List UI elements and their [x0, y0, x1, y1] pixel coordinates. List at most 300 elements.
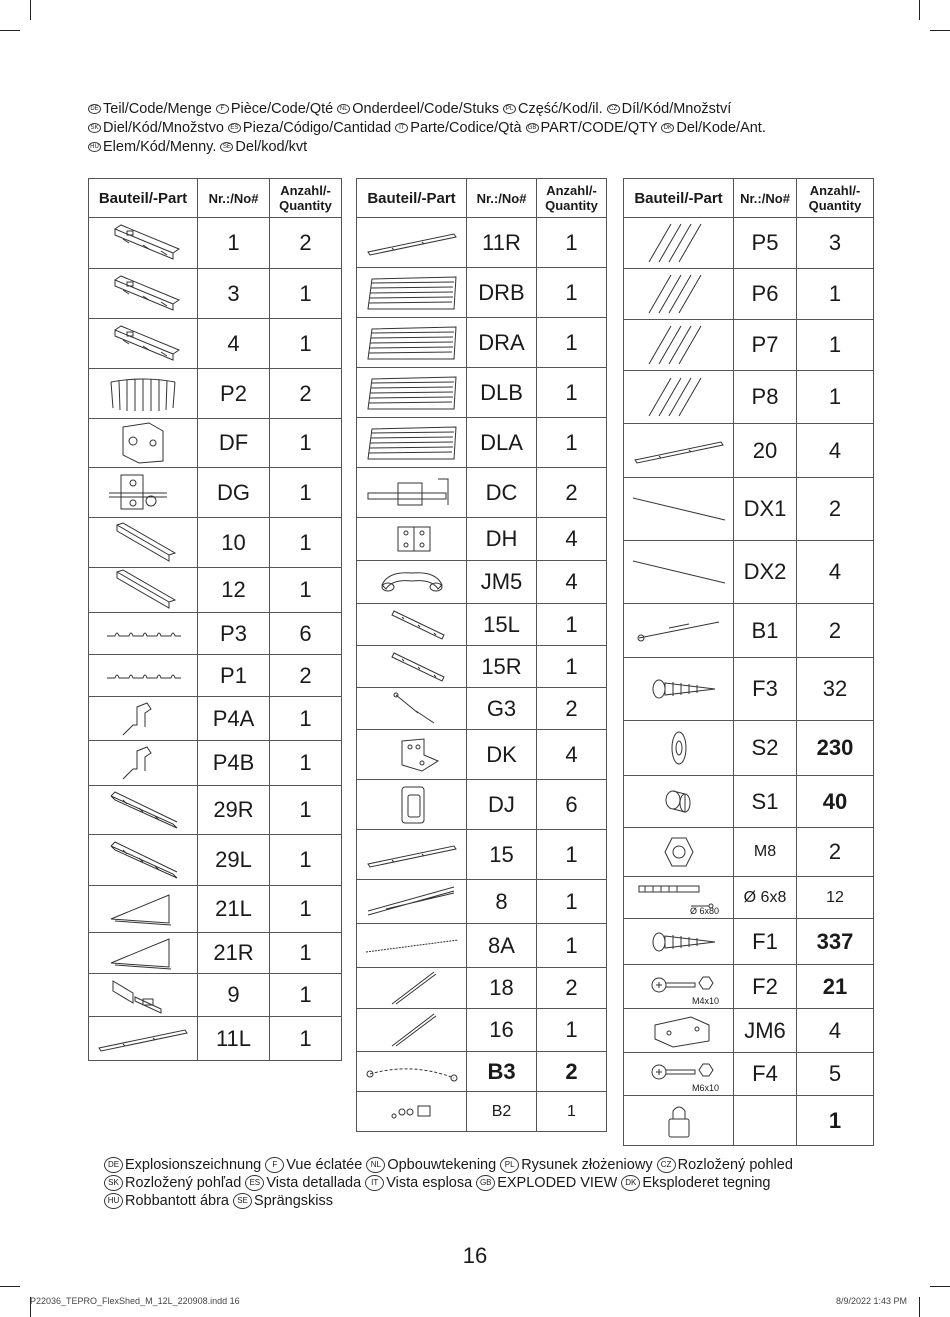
connector-block-icon: [89, 975, 197, 1015]
language-code-badge: DK: [661, 123, 674, 133]
part-quantity: 1: [537, 880, 607, 924]
language-code-badge: NL: [366, 1157, 385, 1173]
long-rail-icon: [624, 436, 733, 466]
part-quantity: 1: [537, 268, 607, 318]
part-drawing-cell: [624, 1053, 734, 1096]
part-number: S1: [734, 776, 797, 828]
language-code-badge: DE: [88, 104, 101, 114]
corner-plate-icon: [89, 421, 197, 465]
part-quantity: 230: [797, 721, 874, 776]
language-code-badge: PL: [500, 1157, 519, 1173]
part-quantity: 12: [797, 877, 874, 919]
table-row: [357, 318, 607, 368]
table-row: [624, 828, 874, 877]
quantity-header-line1: Anzahl/-: [546, 183, 597, 198]
triangle-brace-icon: [89, 889, 197, 929]
part-drawing-cell: [357, 1052, 467, 1092]
part-number: F4: [734, 1053, 797, 1096]
parts-table: [623, 178, 874, 1146]
table-row: [624, 1009, 874, 1053]
table-row: [357, 518, 607, 561]
part-number: 15: [467, 830, 537, 880]
corner-profile-icon: [89, 743, 197, 783]
table-row: [624, 541, 874, 604]
table-row: [624, 721, 874, 776]
part-drawing-cell: [357, 561, 467, 604]
part-number: P4A: [198, 697, 270, 741]
file-slug: P22036_TEPRO_FlexShed_M_12L_220908.indd 16: [30, 1296, 240, 1306]
angle-bracket-icon: [357, 735, 466, 775]
table-row: [89, 319, 342, 369]
part-quantity: 4: [797, 1009, 874, 1053]
bracket-rail-icon: [89, 274, 197, 314]
part-drawing-cell: [357, 646, 467, 688]
crop-mark: [30, 0, 31, 20]
part-quantity: 1: [797, 1096, 874, 1146]
language-legend-header: [88, 100, 888, 157]
part-number: G3: [467, 688, 537, 730]
header-text: PART/CODE/QTY: [540, 120, 662, 136]
part-drawing-cell: [89, 518, 198, 568]
header-text: Część/Kod/il.: [517, 101, 607, 117]
table-row: [89, 786, 342, 835]
part-drawing-cell: [89, 741, 198, 786]
part-column-header: Bauteil/-Part: [624, 179, 734, 218]
table-row: [357, 1009, 607, 1052]
part-number: F1: [734, 919, 797, 965]
part-number: 4: [198, 319, 270, 369]
part-number: 1: [198, 218, 270, 269]
long-rail-icon: [357, 228, 466, 258]
part-number: P8: [734, 371, 797, 424]
part-number: S2: [734, 721, 797, 776]
part-number: B1: [734, 604, 797, 658]
table-row: [624, 919, 874, 965]
part-drawing-cell: [624, 1009, 734, 1053]
part-quantity: 1: [270, 568, 342, 613]
header-text: Diel/Kód/Množstvo: [103, 120, 228, 136]
header-line: [88, 119, 888, 138]
small-hardware-icon: [357, 1100, 466, 1124]
profile-bundle-icon: [624, 218, 733, 268]
part-drawing-cell: [624, 828, 734, 877]
part-quantity: 40: [797, 776, 874, 828]
diagonal-rod-icon: [357, 968, 466, 1008]
padlock-icon: [624, 1101, 733, 1141]
part-number: P7: [734, 320, 797, 371]
part-number: 21L: [198, 886, 270, 933]
table-row: [357, 468, 607, 518]
table-row: [89, 568, 342, 613]
table-row: [89, 613, 342, 655]
double-rail-icon: [357, 885, 466, 919]
part-quantity: 1: [537, 1092, 607, 1132]
door-panel-icon: [357, 323, 466, 363]
part-number: 11R: [467, 218, 537, 268]
table-row: [89, 419, 342, 468]
part-drawing-cell: [357, 688, 467, 730]
part-drawing-cell: [89, 613, 198, 655]
size-label: M6x10: [691, 1083, 719, 1093]
part-quantity: 2: [537, 688, 607, 730]
table-row: [89, 697, 342, 741]
table-header-row: [89, 179, 342, 218]
table-row: [624, 1053, 874, 1096]
part-drawing-cell: [624, 776, 734, 828]
part-quantity: 1: [537, 604, 607, 646]
table-row: [89, 369, 342, 419]
quantity-header-line1: Anzahl/-: [280, 183, 331, 198]
table-row: [624, 218, 874, 269]
table-row: [624, 965, 874, 1009]
part-drawing-cell: [357, 780, 467, 830]
bolt-latch-icon: [357, 473, 466, 513]
threaded-rod-icon: [357, 936, 466, 956]
part-drawing-cell: [357, 318, 467, 368]
door-panel-icon: [357, 423, 466, 463]
part-drawing-cell: [357, 218, 467, 268]
language-code-badge: ES: [245, 1175, 264, 1191]
part-quantity: 1: [270, 319, 342, 369]
header-text: Pièce/Code/Qté: [230, 101, 338, 117]
part-drawing-cell: [89, 786, 198, 835]
part-number: 29L: [198, 835, 270, 886]
footer-text: Vista esplosa: [386, 1175, 477, 1191]
hex-nut-icon: [624, 830, 733, 874]
quantity-header-line2: Quantity: [808, 198, 862, 213]
part-quantity: 1: [797, 320, 874, 371]
part-drawing-cell: [89, 697, 198, 741]
part-quantity: 2: [270, 218, 342, 269]
part-quantity: 337: [797, 919, 874, 965]
footer-text: EXPLODED VIEW: [497, 1175, 622, 1191]
part-number: JM6: [734, 1009, 797, 1053]
profile-bundle-icon: [624, 269, 733, 319]
footer-text: Explosionszeichnung: [125, 1157, 266, 1173]
footer-text: Opbouwtekening: [387, 1157, 501, 1173]
part-number: DJ: [467, 780, 537, 830]
table-row: [624, 877, 874, 919]
part-quantity: 6: [537, 780, 607, 830]
parts-table: [356, 178, 607, 1132]
part-quantity: 2: [797, 828, 874, 877]
quantity-header-line2: Quantity: [279, 198, 332, 213]
table-row: [357, 268, 607, 318]
parts-table: [88, 178, 342, 1061]
crop-mark: [930, 30, 950, 31]
part-number: 11L: [198, 1017, 270, 1061]
part-number: DX1: [734, 478, 797, 541]
number-column-header: Nr.:/No#: [198, 179, 270, 218]
part-drawing-cell: [357, 830, 467, 880]
footer-text: Vista detallada: [266, 1175, 366, 1191]
long-rod-icon: [624, 557, 733, 587]
door-panel-icon: [357, 373, 466, 413]
part-drawing-cell: [624, 541, 734, 604]
language-code-badge: HU: [88, 142, 101, 152]
part-number: P5: [734, 218, 797, 269]
footer-text: Eksploderet tegning: [642, 1175, 771, 1191]
part-number: P6: [734, 269, 797, 320]
part-drawing-cell: [624, 371, 734, 424]
part-quantity: 4: [537, 518, 607, 561]
part-quantity: 6: [270, 613, 342, 655]
table-header-row: [624, 179, 874, 218]
bracket-rail-icon: [89, 223, 197, 263]
part-drawing-cell: [357, 468, 467, 518]
flat-bar-icon: [357, 605, 466, 645]
part-drawing-cell: [89, 974, 198, 1017]
part-quantity: 1: [537, 1009, 607, 1052]
table-row: [624, 658, 874, 721]
table-row: [357, 1092, 607, 1132]
table-row: [357, 924, 607, 968]
part-number: 15L: [467, 604, 537, 646]
language-code-badge: F: [265, 1157, 284, 1173]
table-row: [624, 424, 874, 478]
language-code-badge: GB: [526, 123, 539, 133]
chain-icon: [357, 1060, 466, 1084]
diagonal-rod-icon: [357, 1010, 466, 1050]
footer-line: [104, 1192, 793, 1210]
part-number: 18: [467, 968, 537, 1009]
language-code-badge: F: [216, 104, 229, 114]
part-number: P3: [198, 613, 270, 655]
table-row: [89, 835, 342, 886]
part-quantity: 5: [797, 1053, 874, 1096]
language-code-badge: CZ: [657, 1157, 676, 1173]
screw-icon: [624, 927, 733, 957]
part-quantity: 4: [537, 561, 607, 604]
quantity-column-header: [797, 179, 874, 218]
part-drawing-cell: [89, 369, 198, 419]
part-number: DF: [198, 419, 270, 468]
part-drawing-cell: [89, 269, 198, 319]
part-drawing-cell: [624, 320, 734, 371]
part-quantity: 2: [270, 369, 342, 419]
part-quantity: 2: [270, 655, 342, 697]
part-number: DLB: [467, 368, 537, 418]
part-quantity: 32: [797, 658, 874, 721]
footer-text: Sprängskiss: [254, 1193, 334, 1209]
language-code-badge: DE: [104, 1157, 123, 1173]
header-text: Elem/Kód/Menny.: [103, 139, 221, 155]
part-quantity: 1: [270, 933, 342, 974]
part-drawing-cell: [357, 968, 467, 1009]
part-drawing-cell: [357, 1009, 467, 1052]
part-number: 9: [198, 974, 270, 1017]
part-quantity: 4: [537, 730, 607, 780]
table-row: [357, 368, 607, 418]
part-number: 16: [467, 1009, 537, 1052]
part-quantity: 1: [270, 1017, 342, 1061]
part-drawing-cell: [624, 721, 734, 776]
part-drawing-cell: [89, 655, 198, 697]
part-quantity: 1: [537, 830, 607, 880]
number-column-header: Nr.:/No#: [734, 179, 797, 218]
part-number: DX2: [734, 541, 797, 604]
part-number: F2: [734, 965, 797, 1009]
part-number: B2: [467, 1092, 537, 1132]
part-number: P4B: [198, 741, 270, 786]
part-quantity: 1: [270, 741, 342, 786]
hinge-icon: [357, 519, 466, 559]
quantity-column-header: [270, 179, 342, 218]
part-quantity: 1: [270, 518, 342, 568]
language-code-badge: PL: [503, 104, 516, 114]
exploded-view-legend: [104, 1156, 793, 1210]
flat-bar-icon: [357, 647, 466, 687]
part-number: DH: [467, 518, 537, 561]
long-rod-icon: [624, 494, 733, 524]
part-number: 20: [734, 424, 797, 478]
footer-text: Robbantott ábra: [125, 1193, 234, 1209]
crop-mark: [0, 30, 20, 31]
washer-icon: [624, 726, 733, 770]
part-quantity: 1: [537, 318, 607, 368]
part-quantity: 2: [537, 968, 607, 1009]
spacer-icon: [624, 780, 733, 824]
part-drawing-cell: [624, 658, 734, 721]
crop-mark: [0, 1286, 20, 1287]
wavy-profile-icon: [89, 666, 197, 686]
table-row: [357, 561, 607, 604]
part-quantity: 4: [797, 541, 874, 604]
table-row: [89, 933, 342, 974]
part-number: 10: [198, 518, 270, 568]
number-column-header: Nr.:/No#: [467, 179, 537, 218]
table-row: [624, 269, 874, 320]
table-row: [624, 604, 874, 658]
part-quantity: 1: [270, 697, 342, 741]
table-header-row: [357, 179, 607, 218]
table-row: [357, 830, 607, 880]
part-drawing-cell: [357, 518, 467, 561]
table-row: [624, 478, 874, 541]
part-drawing-cell: [357, 268, 467, 318]
print-date-slug: 8/9/2022 1:43 PM: [836, 1296, 908, 1306]
part-drawing-cell: [624, 218, 734, 269]
screw-icon: [624, 674, 733, 704]
bracket-rail-icon: [89, 324, 197, 364]
part-number: 21R: [198, 933, 270, 974]
part-drawing-cell: [624, 604, 734, 658]
part-number: P1: [198, 655, 270, 697]
long-rail-icon: [357, 840, 466, 870]
footer-text: Rozložený pohled: [677, 1157, 793, 1173]
corner-profile-icon: [89, 699, 197, 739]
part-quantity: 1: [797, 371, 874, 424]
part-drawing-cell: [89, 468, 198, 518]
part-number: M8: [734, 828, 797, 877]
part-drawing-cell: [89, 886, 198, 933]
part-quantity: 21: [797, 965, 874, 1009]
header-text: Del/Kode/Ant.: [676, 120, 766, 136]
table-row: [89, 269, 342, 319]
wavy-profile-icon: [89, 624, 197, 644]
profile-bundle-icon: [624, 320, 733, 370]
rod-pin-icon: [624, 616, 733, 646]
part-quantity: 1: [270, 468, 342, 518]
quantity-header-line2: Quantity: [545, 198, 598, 213]
part-drawing-cell: [624, 1096, 734, 1146]
part-number: 8: [467, 880, 537, 924]
table-row: [357, 880, 607, 924]
part-drawing-cell: [624, 877, 734, 919]
part-drawing-cell: [624, 424, 734, 478]
table-row: [357, 604, 607, 646]
language-code-badge: IT: [365, 1175, 384, 1191]
header-text: Teil/Code/Menge: [103, 101, 216, 117]
part-drawing-cell: [89, 218, 198, 269]
language-code-badge: IT: [395, 123, 408, 133]
page-number: 16: [462, 1243, 488, 1268]
part-quantity: 1: [270, 835, 342, 886]
part-quantity: 3: [797, 218, 874, 269]
part-number: Ø 6x8: [734, 877, 797, 919]
part-drawing-cell: [89, 835, 198, 886]
part-quantity: 1: [270, 786, 342, 835]
crop-mark: [919, 1297, 920, 1317]
part-number: DK: [467, 730, 537, 780]
part-quantity: 1: [537, 418, 607, 468]
table-row: [89, 1017, 342, 1061]
part-drawing-cell: [357, 418, 467, 468]
table-row: [89, 886, 342, 933]
language-code-badge: SK: [88, 123, 101, 133]
part-number: 29R: [198, 786, 270, 835]
angle-rail-icon: [89, 838, 197, 882]
angle-plate-icon: [624, 1011, 733, 1051]
table-row: [357, 730, 607, 780]
part-quantity: 1: [270, 419, 342, 468]
language-code-badge: SE: [233, 1193, 252, 1209]
part-quantity: 2: [797, 604, 874, 658]
part-drawing-cell: [89, 933, 198, 974]
u-channel-icon: [89, 568, 197, 612]
part-quantity: 1: [537, 646, 607, 688]
part-drawing-cell: [357, 604, 467, 646]
part-quantity: 2: [537, 468, 607, 518]
table-row: [89, 655, 342, 697]
language-code-badge: CZ: [607, 104, 620, 114]
table-row: [357, 646, 607, 688]
part-drawing-cell: [624, 965, 734, 1009]
part-quantity: 1: [270, 886, 342, 933]
quantity-column-header: [537, 179, 607, 218]
part-drawing-cell: [357, 368, 467, 418]
footer-text: Vue éclatée: [286, 1157, 367, 1173]
language-code-badge: SE: [220, 142, 233, 152]
door-handle-icon: [357, 565, 466, 599]
table-row: [89, 518, 342, 568]
footer-line: [104, 1156, 793, 1174]
profile-bundle-icon: [624, 372, 733, 422]
header-text: Parte/Codice/Qtà: [410, 120, 526, 136]
part-drawing-cell: [357, 1092, 467, 1132]
part-number: P2: [198, 369, 270, 419]
language-code-badge: SK: [104, 1175, 123, 1191]
language-code-badge: HU: [104, 1193, 123, 1209]
footer-line: [104, 1174, 793, 1192]
part-drawing-cell: [357, 924, 467, 968]
table-row: [357, 218, 607, 268]
table-row: [357, 780, 607, 830]
size-label: M4x10: [691, 996, 719, 1006]
header-text: Pieza/Código/Cantidad: [242, 120, 396, 136]
part-drawing-cell: [89, 419, 198, 468]
header-text: Díl/Kód/Množství: [621, 101, 732, 117]
